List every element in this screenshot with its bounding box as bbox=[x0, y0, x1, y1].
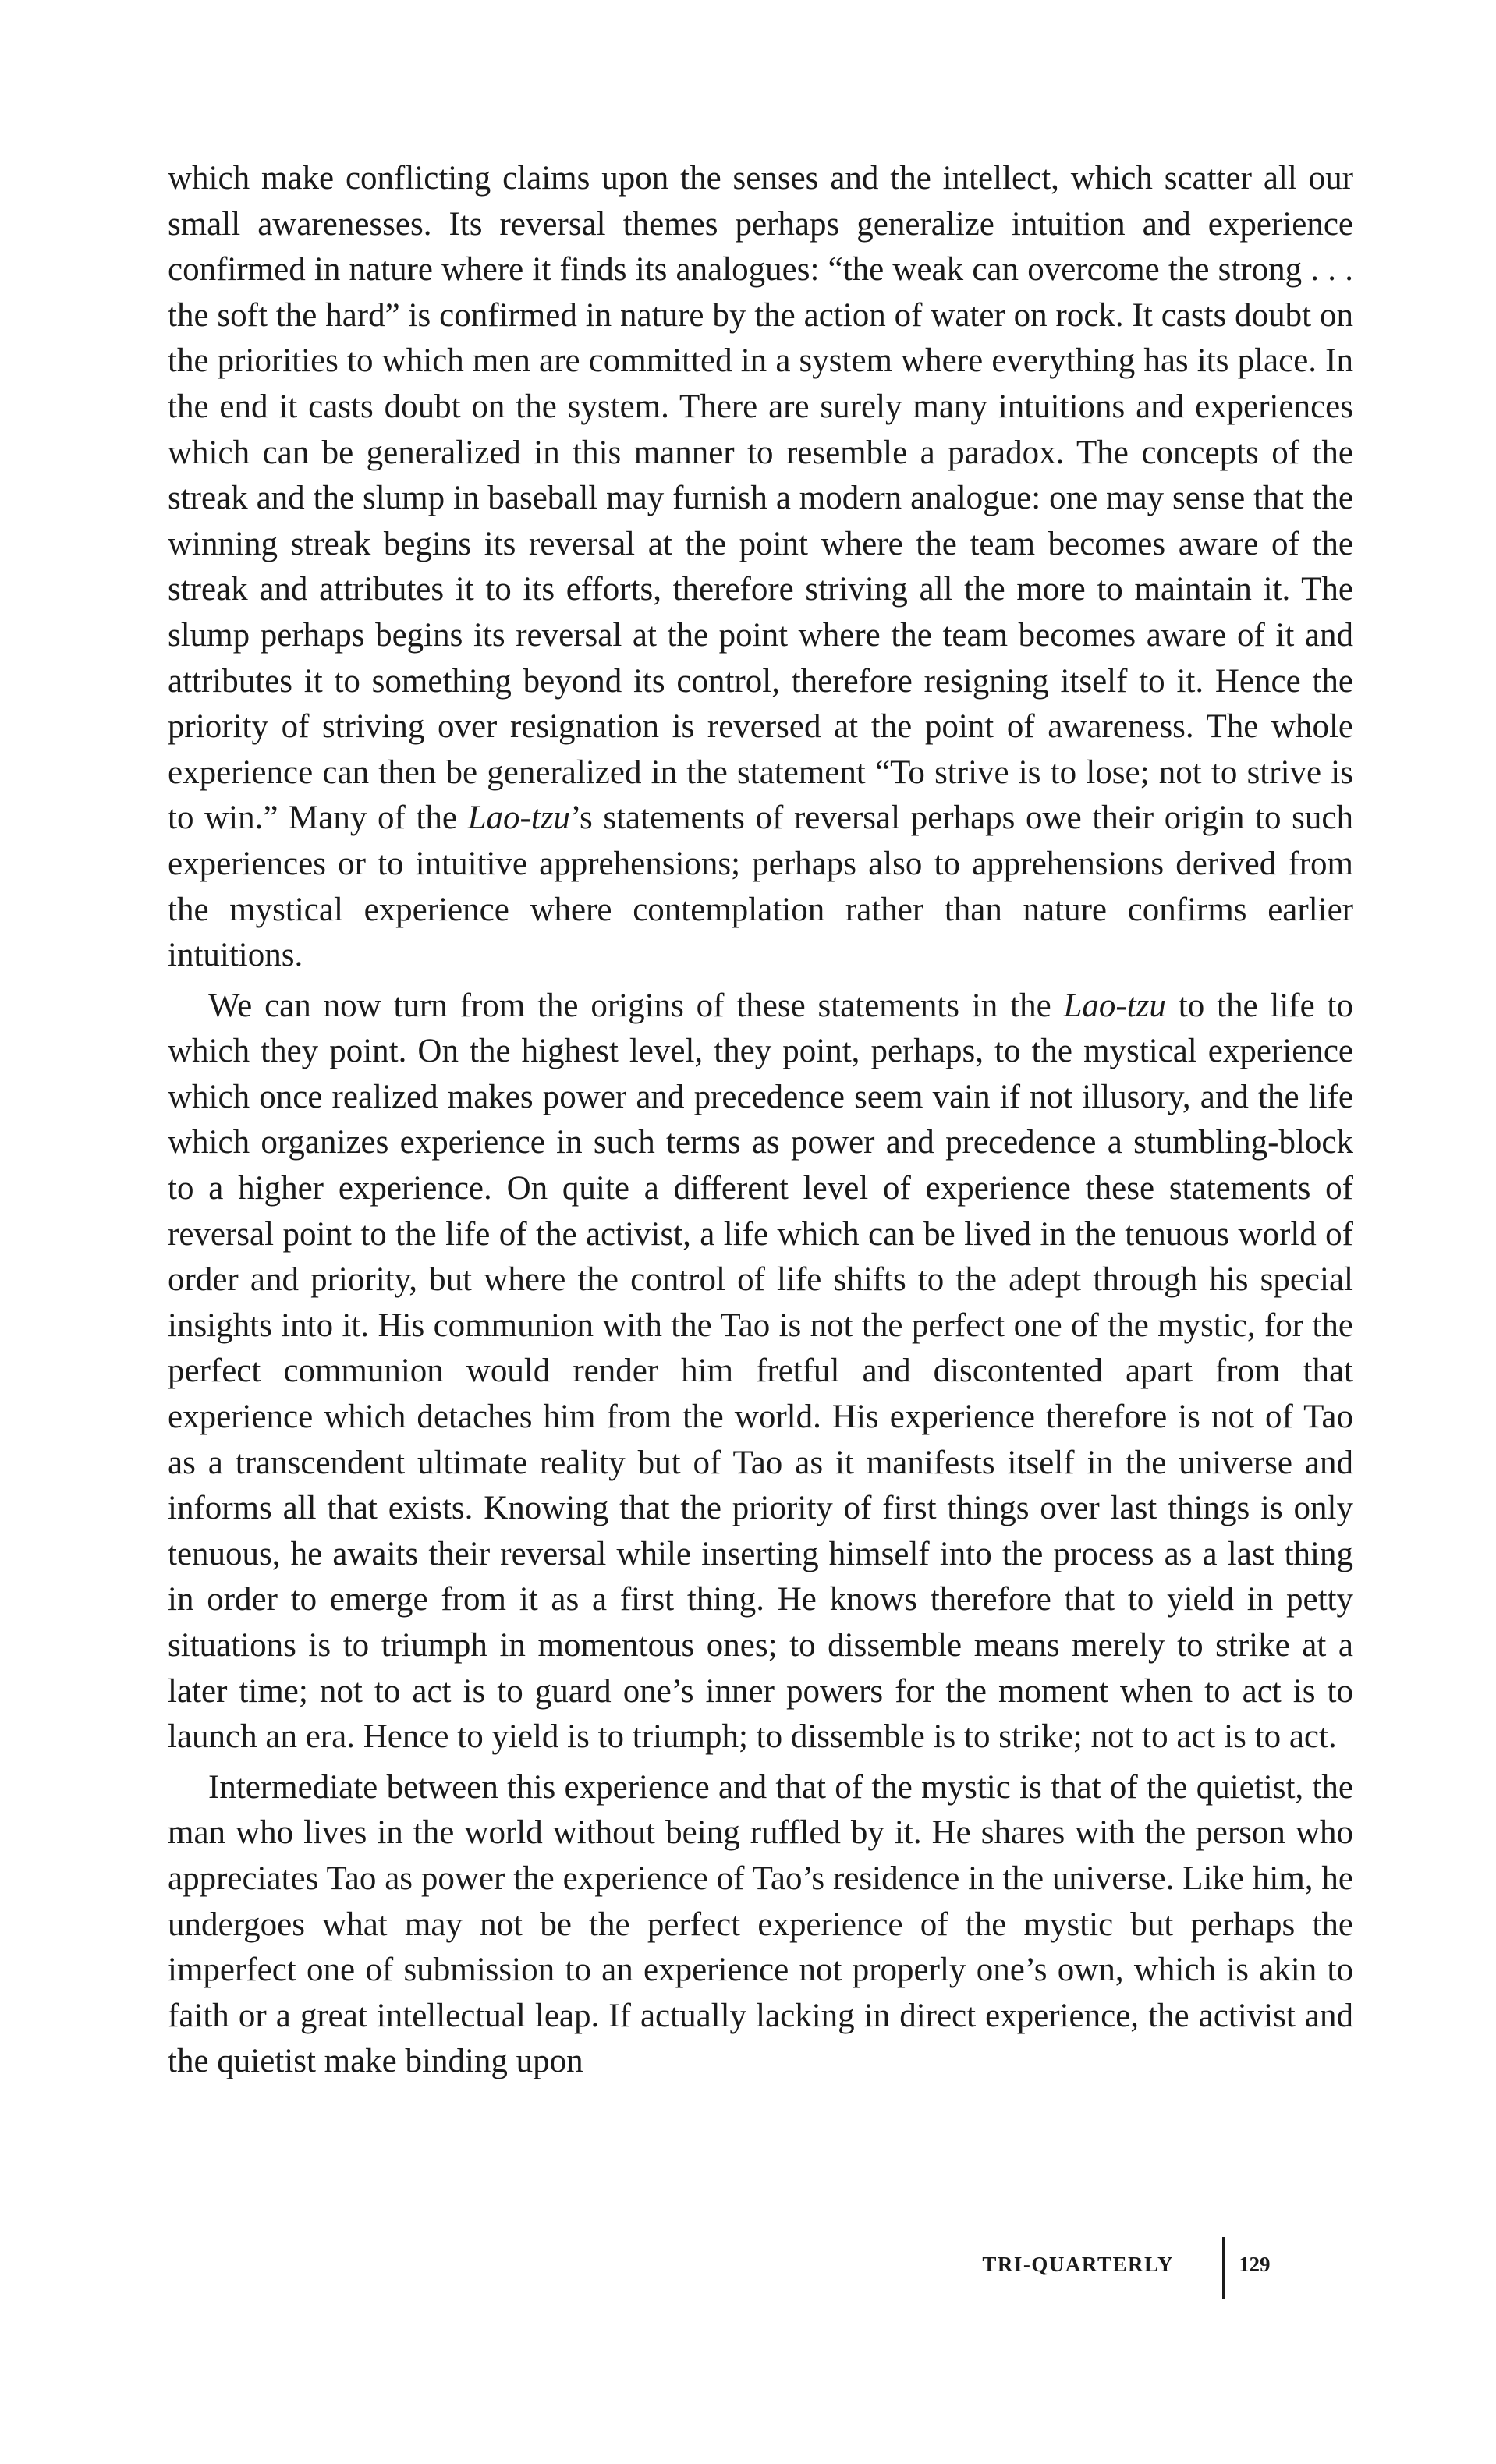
page-number: 129 bbox=[1239, 2253, 1271, 2276]
running-head: TRI-QUARTERLY bbox=[982, 2253, 1174, 2276]
text-run: which make conflicting claims upon the senses and the intellect, which scatter all our small awarenesses. Its reversal themes perhaps generalize intuition and experience confirmed in nature where it finds its analogues: “the weak can overcome the strong . . . the soft the hard” is confirmed in nature by the action of water on rock. It casts doubt on the priorities to which men are committed in a system where everything has its place. In the end it casts doubt on the system. There are surely many intuitions and experiences which can be generalized in this manner to resemble a paradox. The concepts of the streak and the slump in baseball may furnish a modern analogue: one may sense that the winning streak begins its reversal at the point where the team becomes aware of the streak and attributes it to its efforts, therefore striving all the more to maintain it. The slump perhaps begins its reversal at the point where the team becomes aware of it and attributes it to something beyond its control, therefore resigning itself to it. Hence the priority of striving over resignation is reversed at the point of awareness. The whole experience can then be generalized in the statement “To strive is to lose; not to strive is to win.” Many of the bbox=[168, 160, 1353, 837]
paragraph-3 bbox=[168, 1765, 1353, 2085]
body-text bbox=[168, 156, 1353, 2085]
paragraph-2 bbox=[168, 984, 1353, 1760]
paragraph-1 bbox=[168, 156, 1353, 979]
text-run: We can now turn from the origins of these statements in the bbox=[208, 987, 1064, 1024]
italic-title: Lao-tzu bbox=[1063, 987, 1166, 1024]
text-run: Intermediate between this experience and that of the mystic is that of the quietist, the man who lives in the world without being ruffled by it. He shares with the person who appreciates Tao as power the experience of Tao’s residence in the universe. Like him, he undergoes what may not be the perfect experience of the mystic but perhaps the imperfect one of submission to an experience not properly one’s own, which is akin to faith or a great intellectual leap. If actually lacking in direct experience, the activist and the quietist make binding upon bbox=[168, 1768, 1353, 2080]
text-run: to the life to which they point. On the highest level, they point, perhaps, to the mystical experience which once realized makes power and precedence seem vain if not illusory, and the life which organizes experience in such terms as power and precedence a stumbling-block to a higher experience. On quite a different level of experience these statements of reversal point to the life of the activist, a life which can be lived in the tenuous world of order and priority, but where the control of life shifts to the adept through his special insights into it. His communion with the Tao is not the perfect one of the mystic, for the perfect communion would render him fretful and discontented apart from that experience which detaches him from the world. His experience therefore is not of Tao as a transcendent ultimate reality but of Tao as it manifests itself in the universe and informs all that exists. Knowing that the priority of first things over last things is only tenuous, he awaits their reversal while inserting himself into the process as a last thing in order to emerge from it as a first thing. He knows therefore that to yield in petty situations is to triumph in momentous ones; to dissemble means merely to strike at a later time; not to act is to guard one’s inner powers for the moment when to act is to launch an era. Hence to yield is to triumph; to dissemble is to strike; not to act is to act. bbox=[168, 987, 1353, 1756]
text-run: ’s statements of reversal perhaps owe their origin to such experiences or to intuitive apprehensions; perhaps also to apprehensions derived from the mystical experience where contemplation rather than nature confirms earlier intuitions. bbox=[168, 799, 1354, 974]
page-footer bbox=[975, 2237, 1334, 2299]
folio-divider bbox=[1222, 2237, 1225, 2299]
italic-title: Lao-tzu bbox=[467, 799, 571, 837]
